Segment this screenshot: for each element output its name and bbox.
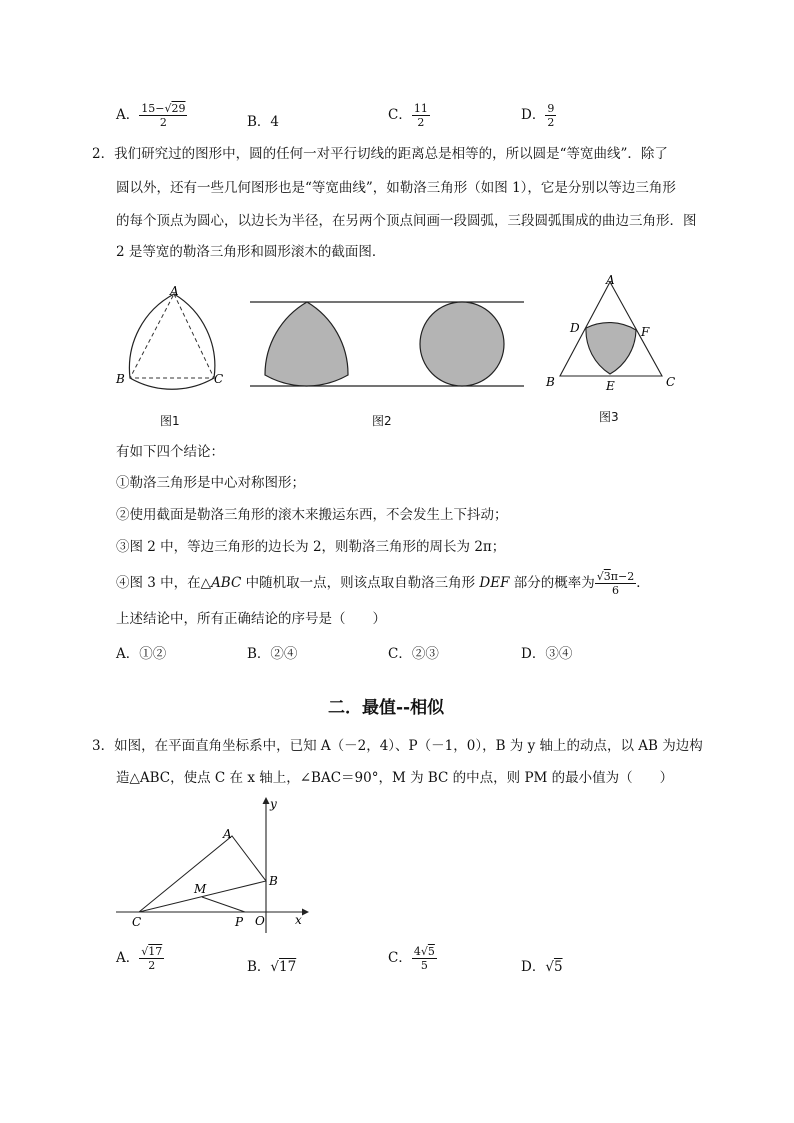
q2-conclusion-2: ②使用截面是勒洛三角形的滚木来搬运东西，不会发生上下抖动； [116,507,508,523]
triangle-abc-name: ABC [211,575,242,591]
fig1-label-b: B [116,372,125,386]
q3-label-y: y [270,797,277,811]
fig2-caption: 图2 [372,414,392,428]
fraction-numerator: π−2 [610,570,635,583]
fraction-numerator: 4 [413,945,421,958]
x-axis-arrow-icon [302,909,309,916]
sqrt-radicand: 17 [279,959,297,975]
sqrt-radicand: 5 [553,959,563,975]
conclusion-4-text: 部分的概率为 [509,575,595,591]
figure-2 [248,296,528,392]
sqrt-radicand: 5 [427,945,435,958]
option-label: D． [521,959,546,975]
fraction-denominator: 5 [420,959,428,972]
q3-label-x: x [295,913,302,927]
fraction-numerator: 9 [547,102,555,115]
sqrt-radicand: 3 [603,570,611,583]
fraction-denominator: 6 [611,584,619,597]
reuleaux-def-name: DEF [479,575,510,591]
probability-fraction: $\frac{√3\pi-2}{6}$ [596,570,635,597]
fig3-label-d: D [570,321,580,335]
q2-line-1: 2．我们研究过的图形中，圆的任何一对平行切线的距离总是相等的，所以圆是“等宽曲线”．除了 [92,146,668,162]
circle-roller [420,302,504,386]
q2-conclusion-1: ①勒洛三角形是中心对称图形； [116,475,305,491]
q1-option-b[interactable]: B．4 [247,114,280,130]
fraction-numerator: 11 [413,102,428,115]
fraction-denominator: 2 [148,959,156,972]
fig3-caption: 图3 [599,410,619,424]
q2-option-d[interactable]: D．③④ [521,646,573,662]
q2-conclusion-4 [116,568,650,598]
q3-option-d[interactable]: D．√5 [521,959,563,975]
q3-line-2: 造△ABC，使点 C 在 x 轴上，∠BAC＝90°，M 为 BC 的中点，则 PM 的最小值为（ ） [116,770,674,786]
triangle-abc [139,836,266,912]
fig3-label-e: E [606,379,615,393]
q3-option-c[interactable]: C． $\frac{4√5}{5}$ [388,945,435,972]
option-label: D． [521,107,546,123]
dashed-triangle [130,294,214,378]
q3-line-1: 3．如图，在平面直角坐标系中，已知 A（－2，4）、P（－1，0），B 为 y 轴上的动点，以 AB 为边构 [92,738,703,754]
q3-label-b: B [269,874,278,888]
fig1-label-a: A [170,284,179,298]
sqrt-radicand: 17 [148,945,163,958]
figure-q3 [112,795,312,937]
q1-option-d[interactable] [521,102,556,129]
q2-option-a[interactable]: A．①② [116,646,167,662]
fraction-denominator: 2 [547,116,555,129]
option-label: C． [388,950,412,966]
q3-option-b[interactable]: B．√17 [247,959,297,975]
conclusion-4-text: 中随机取一点，则该点取自勒洛三角形 [241,575,480,591]
option-label: C． [388,107,412,123]
y-axis-arrow-icon [263,797,270,804]
q3-label-p: P [235,915,244,929]
fraction-numerator: 15− [141,102,165,115]
section-title: 二．最值--相似 [328,698,445,718]
q3-label-m: M [194,882,207,896]
fig3-label-c: C [666,375,676,389]
q2-conclusion-3: ③图 2 中，等边三角形的边长为 2，则勒洛三角形的周长为 2π； [116,539,506,555]
q3-label-a: A [223,827,232,841]
segment-pm [202,897,245,912]
q2-line-4: 2 是等宽的勒洛三角形和圆形滚木的截面图． [116,244,386,260]
q2-intro: 有如下四个结论： [116,444,224,460]
q3-label-o: O [255,914,265,928]
q3-option-a[interactable]: A． $\frac{√17}{2}$ [116,945,163,972]
reuleaux-def [586,323,636,374]
q1-option-c[interactable] [388,102,430,129]
figure-3 [540,270,690,395]
q2-line-2: 圆以外，还有一些几何图形也是“等宽曲线”，如勒洛三角形（如图 1），它是分别以等边三角形 [116,180,676,196]
fig3-label-a: A [606,273,615,287]
option-label: A． [116,107,140,123]
q2-option-b[interactable]: B．②④ [247,646,298,662]
fig1-caption: 图1 [160,414,180,428]
sqrt-radicand: 29 [171,102,186,115]
q2-line-3: 的每个顶点为圆心，以边长为半径，在另两个顶点间画一段圆弧，三段圆弧围成的曲边三角形．图 [116,213,697,229]
q1-option-a[interactable]: A． $\frac{15-√29}{2}$ [116,102,186,129]
reuleaux-outline [129,294,214,389]
q3-label-c: C [132,915,142,929]
fig1-label-c: C [214,372,224,386]
option-label: A． [116,950,140,966]
q2-question: 上述结论中，所有正确结论的序号是（ ） [116,611,386,627]
q2-option-c[interactable]: C．②③ [388,646,439,662]
fraction-denominator: 2 [417,116,425,129]
option-label: B． [247,959,271,975]
figure-1 [110,282,230,392]
fraction-denominator: 2 [159,116,167,129]
fig3-label-f: F [641,325,650,339]
reuleaux-triangle [265,302,348,386]
fig3-label-b: B [546,375,555,389]
period: ． [636,575,650,591]
conclusion-4-text: ④图 3 中，在△ [116,575,212,591]
